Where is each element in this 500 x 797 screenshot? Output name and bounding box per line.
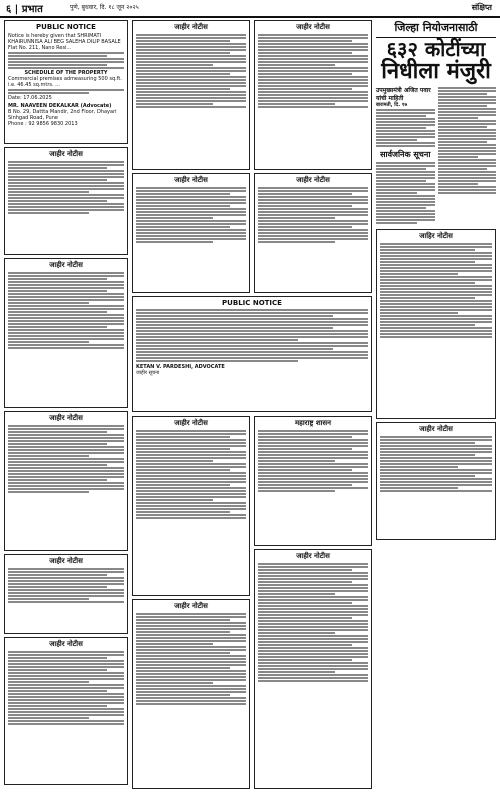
advocate-phone: Phone : 92 9856 9830 2013 <box>8 121 78 127</box>
wide-notice-heading: PUBLIC NOTICE <box>222 299 282 307</box>
masthead <box>0 0 500 18</box>
notice-heading: जाहीर नोटीस <box>296 176 330 184</box>
public-notice-intro: Notice is hereby given that SHRIMATI KHAIRUNNISA ALI BEG SALEHA DILIP BASALE Flat No. 211, Nano Resi... <box>8 33 121 51</box>
notice-box-1 <box>4 147 128 255</box>
right-column <box>376 20 496 543</box>
wide-notice-sub: जाहीर सूचना <box>136 370 160 376</box>
feature-kicker: उपमुख्यमंत्री अजित पवार यांची माहिती <box>376 87 431 102</box>
notice-date: Date: 17.06.2025 <box>8 95 52 101</box>
notice-heading: जाहीर नोटीस <box>296 23 330 31</box>
schedule-text: Commercial premises admeasuring 500 sq.ft. i.e. 46.45 sq.mtrs. ... <box>8 76 122 88</box>
notice-heading: जाहीर नोटीस <box>49 640 83 648</box>
feature-amount: ६३२ कोटींच्या <box>386 37 486 61</box>
feature-district-line: जिल्हा नियोजनासाठी <box>376 20 496 38</box>
advocate-name: MR. NAAVEEN DEKALKAR (Advocate) <box>8 103 112 109</box>
notice-heading: जाहीर नोटीस <box>49 261 83 269</box>
notice-box-5 <box>4 637 128 785</box>
mid-notice-d1 <box>254 416 372 546</box>
left-column <box>4 20 128 788</box>
mid-notice-d2 <box>254 549 372 789</box>
public-notice-wide <box>132 296 372 412</box>
masthead-date: पुणे, बुधवार, दि. १८ जून २०२५ <box>70 4 139 11</box>
masthead-section: संक्षिप्त <box>471 3 492 12</box>
advocate-address: B No. 29, Dattta Mandir, 2nd Floor, Dhayari Sinhgad Road, Pune <box>8 109 117 121</box>
public-notice-box <box>4 20 128 144</box>
notice-heading: जाहीर नोटीस <box>296 552 330 560</box>
mid-notice-c2 <box>132 599 250 789</box>
notice-heading: जाहीर नोटीस <box>174 23 208 31</box>
wide-notice-advocate: KETAN V. PARDESHI, ADVOCATE <box>136 364 225 370</box>
right-notice-1 <box>376 229 496 419</box>
notice-heading: जाहीर नोटीस <box>174 176 208 184</box>
feature-body <box>376 86 496 225</box>
masthead-title: ६ | प्रभात <box>6 4 43 15</box>
feature-place: बारामती, दि. १७ <box>376 102 408 108</box>
notice-heading: जाहीर नोटीस <box>174 602 208 610</box>
notice-box-4 <box>4 554 128 634</box>
mid-notice-b2 <box>254 173 372 293</box>
notice-box-3 <box>4 411 128 551</box>
mid-notice-b1 <box>254 20 372 170</box>
schedule-title: SCHEDULE OF THE PROPERTY <box>24 70 108 76</box>
notice-heading: महाराष्ट्र शासन <box>294 419 332 427</box>
side-heading: सार्वजनिक सूचना <box>380 150 431 159</box>
notice-heading: जाहीर नोटीस <box>49 150 83 158</box>
news-title: जाहिर नोटीस <box>419 232 453 240</box>
public-notice-heading: PUBLIC NOTICE <box>36 23 96 31</box>
notice-box-2 <box>4 258 128 408</box>
feature-headline: निधीला मंजुरी <box>381 59 491 84</box>
mid-notice-a1 <box>132 20 250 170</box>
right-notice-2 <box>376 422 496 540</box>
mid-notice-a2 <box>132 173 250 293</box>
notice-heading: जाहीर नोटीस <box>49 557 83 565</box>
middle-column <box>132 20 372 790</box>
notice-heading: जाहीर नोटीस <box>174 419 208 427</box>
notice-heading: जाहीर नोटीस <box>49 414 83 422</box>
notice-heading: जाहीर नोटीस <box>419 425 453 433</box>
mid-notice-c1 <box>132 416 250 596</box>
